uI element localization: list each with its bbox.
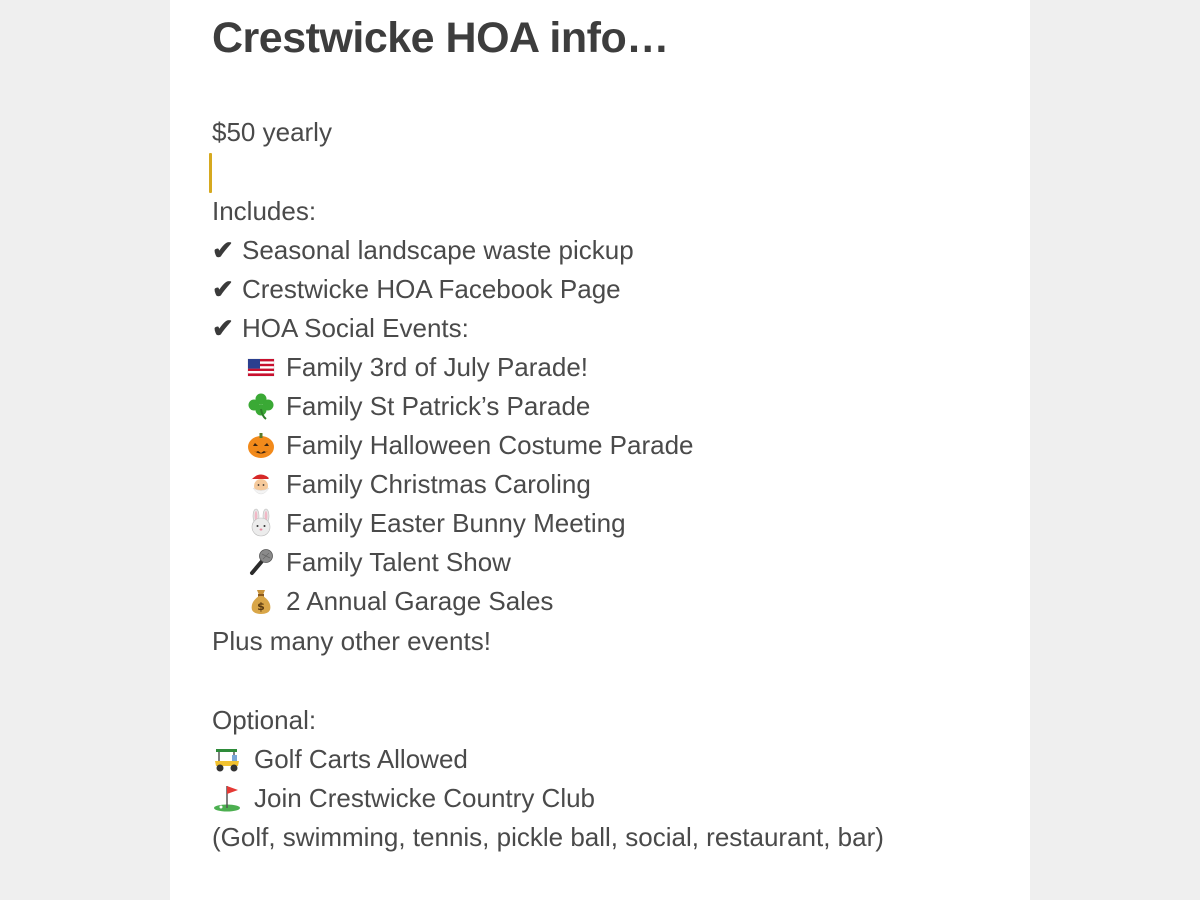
event-label: 2 Annual Garage Sales	[286, 586, 554, 616]
text-cursor	[209, 153, 212, 193]
golf-flag-icon	[212, 783, 242, 813]
pumpkin-icon	[246, 430, 276, 460]
include-item-label: Crestwicke HOA Facebook Page	[242, 274, 621, 304]
note-title: Crestwicke HOA info…	[212, 14, 669, 62]
optional-item	[212, 742, 468, 776]
check-icon: ✔	[212, 274, 234, 304]
shamrock-icon	[246, 391, 276, 421]
include-item-label: HOA Social Events:	[242, 313, 469, 343]
club-details-line: (Golf, swimming, tennis, pickle ball, social, restaurant, bar)	[212, 822, 884, 852]
more-events-line: Plus many other events!	[212, 626, 491, 656]
golf-cart-icon	[212, 744, 242, 774]
event-label: Family Halloween Costume Parade	[286, 430, 694, 460]
event-label: Family 3rd of July Parade!	[286, 352, 589, 382]
includes-heading: Includes:	[212, 196, 317, 226]
money-bag-icon	[246, 586, 276, 616]
microphone-icon	[246, 547, 276, 577]
santa-icon	[246, 469, 276, 499]
bunny-icon	[246, 508, 276, 538]
optional-item-label: Golf Carts Allowed	[254, 744, 468, 774]
event-item	[246, 584, 553, 618]
include-item	[212, 233, 634, 267]
optional-heading: Optional:	[212, 705, 317, 735]
event-item	[246, 467, 591, 501]
optional-item	[212, 781, 595, 815]
event-item	[246, 428, 694, 462]
us-flag-icon	[246, 352, 276, 382]
event-item	[246, 506, 626, 540]
event-item	[246, 350, 588, 384]
include-item	[212, 272, 621, 306]
event-item	[246, 389, 590, 423]
check-icon: ✔	[212, 313, 234, 343]
event-label: Family Easter Bunny Meeting	[286, 508, 626, 538]
event-label: Family St Patrick’s Parade	[286, 391, 591, 421]
event-item	[246, 545, 511, 579]
optional-item-label: Join Crestwicke Country Club	[254, 783, 596, 813]
svg-text:$: $	[257, 600, 265, 614]
include-item	[212, 311, 469, 345]
include-item-label: Seasonal landscape waste pickup	[242, 235, 634, 265]
note-page	[170, 0, 1030, 900]
check-icon: ✔	[212, 235, 234, 265]
event-label: Family Talent Show	[286, 547, 511, 577]
event-label: Family Christmas Caroling	[286, 469, 591, 499]
price-line: $50 yearly	[212, 117, 332, 147]
